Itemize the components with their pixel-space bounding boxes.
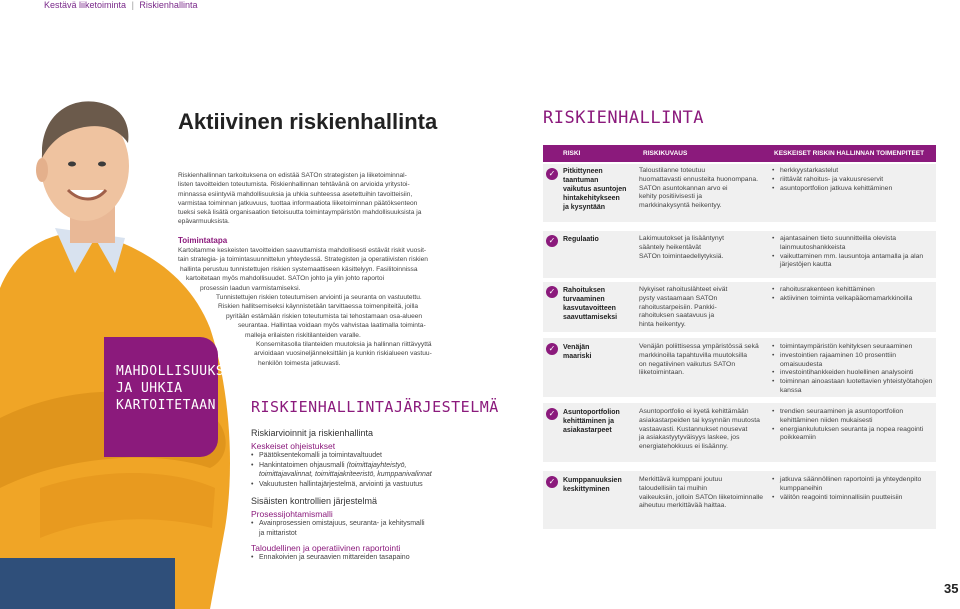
risk-description: Venäjän poliittisessa ympäristössä sekä markkinoilla tapahtuvilla muutoksilla on negatiivinen vaikutus SATOn liiketoimintaan. [639,343,759,377]
check-icon: ✓ [546,168,558,180]
intro-paragraph [178,171,430,227]
riskienhallintajarjestelma-section [251,428,521,563]
badge-line: JA UHKIA [116,381,183,396]
toimintatapa-line: hallinta perustuu tunnistettujen riskien systemaattiseen käsittelyyn. Fasilitoinnissa [180,265,418,273]
sisainen-heading: Sisäisten kontrollien järjestelmä [251,496,378,506]
rhj-subtitle: Riskiarvioinnit ja riskienhallinta [251,428,374,438]
toimintatapa-line: henkilön toimesta jatkuvasti. [258,359,341,367]
header-separator: | [131,0,134,10]
list-item: • Päätöksentekomalli ja toimintavaltuudet [251,451,521,461]
column-header-risk: RISKI [563,150,581,157]
list-item: • Avainprosessien omistajuus, seuranta- ja kehitysmalli ja mittaristot [251,519,521,538]
toimintatapa-line: Kartoitamme keskeisten tavoitteiden saavuttamista mahdollisesti estävät riskit vuosit- [178,247,427,254]
raportointi-heading: Taloudellinen ja operatiivinen raportointi [251,543,401,553]
header-section: Kestävä liiketoiminta [44,0,127,10]
toimintatapa-line: seurantaa. Hallintaa voidaan myös vahvistaa laatimalla toiminta- [238,322,426,330]
risk-name: Asuntoportfolion kehittäminen ja asiakastarpeet [563,409,620,434]
hankinta-note: (toimittajayhteistyö, [346,461,407,469]
table-row [543,338,936,397]
list-item: • Ennakoivien ja seuraavien mittareiden tasapaino [251,553,521,563]
toimintatapa-line: tain strategia- ja toimintasuunnittelun yhteydessä. Strategisten ja operatiivisten riskien [178,256,428,264]
toimintatapa-line: prosessin laadun varmistamiseksi. [200,284,301,292]
risk-description: Taloustilanne toteutuu huomattavasti ennusteita huonompana. SATOn asuntokannan arvo ei kehity positiivisesti ja markkinakysyntä heikentyy. [639,167,759,210]
risk-name: Kumppanuuksien keskittyminen [563,477,622,493]
list-item: • Vakuutusten hallintajärjestelmä, arviointi ja vastuutus [251,480,521,490]
toimintatapa-line: Tunnistettujen riskien toteutumisen arviointi ja seuranta on vastuutettu. [216,294,422,301]
check-icon: ✓ [546,476,558,488]
intro-line: varmistaa toiminnan jatkuvuus, tuottaa informaatiota liiketoiminnan päätöksenteon [178,199,418,207]
intro-line: Riskienhallinnan tarkoituksena on edistää SATOn strategisten ja liiketoiminnal- [178,172,407,179]
toimintatapa-heading: Toimintatapa [178,236,228,245]
risk-measures: • trendien seuraaminen ja asuntoportfolion kehittäminen niiden mukaisesti • energiankulutuksen seuranta ja nopea reagointi poikkeamiin [772,408,934,443]
toimintatapa-line: pyritään estämään riskien toteutumista tai tehostamaan osa-alueen [226,312,423,320]
risk-measures: • toimintaympäristön kehityksen seuraaminen • investointien rajaaminen 10 prosenttiin omaisuudesta • investointihankkeiden huolellinen analysointi • toiminnan ainoastaan luotettavien yhteistyötahojen kanssa [772,343,934,396]
check-icon: ✓ [546,408,558,420]
badge-line: MAHDOLLISUUKSIA [116,364,241,379]
column-header-measures: KESKEISET RISKIN HALLINNAN TOIMENPITEET [774,150,925,157]
intro-line: epävarmuuksista. [178,218,230,226]
risk-measures: • rahoitusrakenteen kehittäminen • aktiivinen toiminta velkapääomamarkkinoilla [772,286,934,304]
column-header-description: RISKIKUVAUS [643,150,688,157]
prosessi-list [251,519,521,538]
riskienhallinta-title: RISKIENHALLINTA [543,108,705,128]
prosessi-heading: Prosessijohtamismalli [251,509,333,519]
badge-line: KARTOITETAAN [116,398,216,413]
toimintatapa-line: Riskien hallitsemiseksi käynnistetään tarvittaessa toimenpiteitä, joilla [218,303,419,311]
intro-line: minnassa esiintyviä mahdollisuuksia ja uhkia suhteessa asetettuihin tavoitteisiin, [178,190,413,198]
risk-name: Rahoituksen turvaaminen kasvutavoitteen saavuttamiseksi [563,287,618,321]
risk-table-header [543,145,936,162]
toimintatapa-line: kartoitetaan myös mahdollisuudet. SATOn johto ja ylin johto raportoi [186,275,385,283]
toimintatapa-line: malleja erilaisten riskitilanteiden varalle. [245,331,361,339]
header-topic: Riskienhallinta [139,0,198,10]
badge-opportunities-threats [104,337,241,457]
risk-name: Regulaatio [563,236,599,243]
risk-description: Nykyiset rahoituslähteet eivät pysty vastaamaan SATOn rahoitustarpeisiin. Pankki- rahoituksen saatavuus ja hinta heikentyy. [639,286,728,329]
raportointi-list [251,553,521,563]
intro-line: listen tavoitteiden toteutumista. Riskienhallinnan tehtävänä on arvioida yritystoi- [178,181,410,189]
ohjeistus-list [251,451,521,489]
table-row [543,403,936,462]
table-row [543,164,936,222]
check-icon: ✓ [546,286,558,298]
intro-line: tueksi sekä lisätä organisaation tietoisuutta toimintaympäristön mahdollisuuksista ja [178,209,422,217]
riskienhallintajarjestelma-title: RISKIENHALLINTAJÄRJESTELMÄ [251,398,499,416]
risk-description: Merkittävä kumppani joutuu taloudellisiin tai muihin vaikeuksiin, jolloin SATOn liiketoiminnalle aiheutuu merkittävää haittaa. [639,476,764,510]
risk-description: Asuntoportfolio ei kyetä kehittämään asiakastarpeiden tai kysynnän muutosta vastaavasti. Kustannukset nousevat ja asiakastyytyväisyys laskee, jos energiatehokkuus ei lisäänny. [639,408,760,451]
page-number: 35 [944,581,959,596]
check-icon: ✓ [546,343,558,355]
risk-name: Venäjän maariski [563,344,592,360]
risk-measures: • ajantasainen tieto suunnitteilla olevista lainmuutoshankkeista • vaikuttaminen mm. lausuntoja antamalla ja alan järjestöjen kautta [772,235,934,270]
risk-description: Lakimuutokset ja lisääntynyt sääntely heikentävät SATOn toimintaedellytyksiä. [639,235,725,260]
page-header [44,0,197,10]
risk-measures: • herkkyystarkastelut • riittävät rahoitus- ja vakuusreservit • asuntoportfolion jatkuva kehittäminen [772,167,934,193]
check-icon: ✓ [546,235,558,247]
toimintatapa-line: Konsernitasolla tilanteiden muutoksia ja hallinnan riittävyyttä [256,341,432,348]
table-row [543,231,936,278]
list-item: • Hankintatoimen ohjausmalli (toimittajayhteistyö, toimittajavalinnat, toimittajakriteeristö, kumppanivalinnat [251,461,521,480]
risk-measures: • jatkuva säännöllinen raportointi ja yhteydenpito kumppaneihin • välitön reagointi toiminnallisiin puutteisiin [772,476,934,502]
table-row [543,282,936,332]
page-title: Aktiivinen riskienhallinta [178,109,438,134]
table-row [543,471,936,529]
risk-name: Pitkittyneen taantuman vaikutus asuntojen hintakehitykseen ja kysyntään [563,168,627,211]
ohjeistus-heading: Keskeiset ohjeistukset [251,441,336,451]
toimintatapa-line: arvioidaan vuosineljänneksittäin ja kunkin riskialueen vastuu- [254,350,432,358]
